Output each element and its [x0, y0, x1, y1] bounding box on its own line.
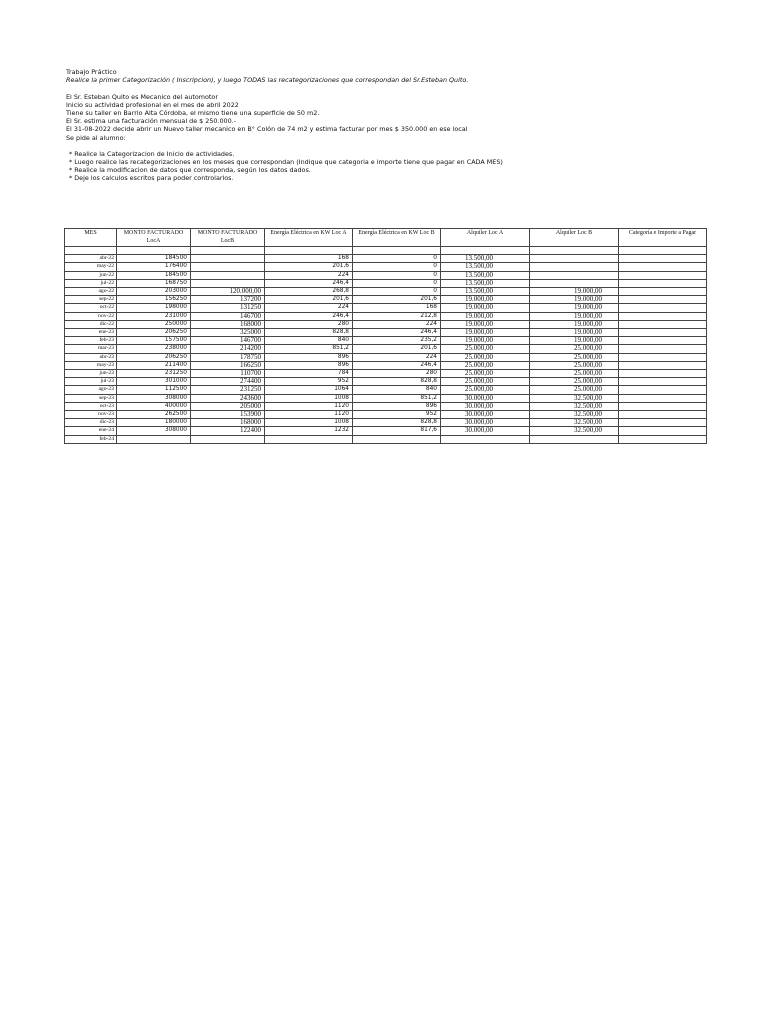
cell-alquiler-loca — [441, 279, 530, 287]
assignment-text — [66, 68, 706, 183]
cell-energia-locb: 246,4 — [353, 329, 441, 337]
cell-monto-loca: 112500 — [117, 386, 191, 394]
cell-mes: nov-23 — [65, 411, 117, 419]
cell-categoria — [619, 320, 707, 328]
cell-energia-loca: 1064 — [265, 386, 353, 394]
cell-monto-locb: 274400 — [191, 378, 265, 386]
table-row — [65, 312, 707, 320]
cell-alquiler-locb-value: 32.500,00 — [574, 426, 602, 435]
cell-alquiler-loca — [441, 427, 530, 435]
cell-categoria — [619, 411, 707, 419]
cell-energia-loca: 952 — [265, 378, 353, 386]
cell-alquiler-locb-value: 19.000,00 — [574, 320, 602, 328]
cell-monto-loca: 250000 — [117, 320, 191, 328]
cell-alquiler-locb — [530, 353, 619, 361]
cell-monto-locb — [191, 271, 265, 279]
cell-alquiler-loca — [441, 419, 530, 427]
cell-alquiler-locb — [530, 288, 619, 296]
cell-energia-loca — [265, 435, 353, 443]
cell-alquiler-locb — [530, 263, 619, 271]
cell-alquiler-locb — [530, 435, 619, 443]
paragraph-line: El Sr. Esteban Quito es Mecanico del automotor — [66, 92, 218, 101]
task-item: * Realice la modificacion de datos que corresponda, según los datos dados. — [69, 166, 311, 175]
cell-mes: feb-23 — [65, 337, 117, 345]
cell-energia-loca: 851,2 — [265, 345, 353, 353]
table-row — [65, 329, 707, 337]
cell-categoria — [619, 345, 707, 353]
cell-alquiler-locb — [530, 411, 619, 419]
header-alquiler-locb: Alquiler Loc B — [530, 229, 619, 247]
cell-alquiler-locb — [530, 419, 619, 427]
cell-energia-locb — [353, 435, 441, 443]
cell-mes: jun-23 — [65, 370, 117, 378]
cell-monto-loca: 206250 — [117, 329, 191, 337]
cell-monto-loca: 211400 — [117, 361, 191, 369]
cell-alquiler-loca — [441, 263, 530, 271]
cell-categoria — [619, 427, 707, 435]
cell-alquiler-locb — [530, 320, 619, 328]
cell-energia-locb: 0 — [353, 271, 441, 279]
cell-alquiler-locb-value: 32.500,00 — [574, 394, 602, 402]
cell-alquiler-loca-value: 13.500,00 — [465, 279, 493, 287]
cell-alquiler-loca — [441, 255, 530, 263]
cell-monto-locb: 178750 — [191, 353, 265, 361]
cell-alquiler-loca — [441, 296, 530, 304]
cell-alquiler-locb-value: 19.000,00 — [574, 328, 602, 337]
cell-monto-locb — [191, 435, 265, 443]
cell-mes: may-23 — [65, 361, 117, 369]
cell-categoria — [619, 304, 707, 312]
cell-energia-loca: 246,4 — [265, 312, 353, 320]
cell-alquiler-loca-value: 25.000,00 — [465, 369, 493, 378]
cell-energia-loca: 1232 — [265, 427, 353, 435]
cell-alquiler-locb — [530, 255, 619, 263]
cell-monto-locb — [191, 263, 265, 271]
cell-alquiler-locb — [530, 378, 619, 386]
cell-categoria — [619, 402, 707, 410]
cell-categoria — [619, 337, 707, 345]
task-item: * Realice la Categorizacion de Inicio de actividades. — [69, 149, 235, 158]
cell-alquiler-loca — [441, 271, 530, 279]
cell-alquiler-loca — [441, 320, 530, 328]
cell-monto-locb: 110700 — [191, 370, 265, 378]
cell-categoria — [619, 296, 707, 304]
cell-alquiler-locb — [530, 279, 619, 287]
cell-mes: ene-24 — [65, 427, 117, 435]
cell-alquiler-locb-value: 32.500,00 — [574, 418, 602, 427]
cell-energia-loca: 896 — [265, 361, 353, 369]
cell-alquiler-loca — [441, 288, 530, 296]
table-row — [65, 271, 707, 279]
header-categoria: Categoría e Importe a Pagar — [619, 229, 707, 247]
cell-alquiler-locb — [530, 427, 619, 435]
cell-mes: oct-23 — [65, 402, 117, 410]
cell-alquiler-locb — [530, 304, 619, 312]
table-row — [65, 386, 707, 394]
cell-categoria — [619, 435, 707, 443]
cell-monto-loca: 168750 — [117, 279, 191, 287]
table-row — [65, 353, 707, 361]
cell-alquiler-locb — [530, 296, 619, 304]
cell-alquiler-loca — [441, 312, 530, 320]
cell-alquiler-loca-value: 30.000,00 — [465, 402, 493, 410]
cell-alquiler-loca-value: 13.500,00 — [465, 254, 493, 263]
cell-mes: sep-23 — [65, 394, 117, 402]
cell-mes — [65, 247, 117, 255]
cell-energia-locb: 201,6 — [353, 296, 441, 304]
cell-alquiler-loca — [441, 411, 530, 419]
cell-monto-locb — [191, 255, 265, 263]
cell-alquiler-locb — [530, 271, 619, 279]
cell-categoria — [619, 312, 707, 320]
cell-monto-loca: 308000 — [117, 394, 191, 402]
cell-monto-loca: 400000 — [117, 402, 191, 410]
table-row — [65, 263, 707, 271]
cell-alquiler-loca-value: 13.500,00 — [465, 287, 493, 296]
cell-energia-locb: 246,4 — [353, 361, 441, 369]
cell-energia-locb: 280 — [353, 370, 441, 378]
table-row — [65, 370, 707, 378]
cell-categoria — [619, 279, 707, 287]
cell-alquiler-loca-value: 19.000,00 — [465, 320, 493, 328]
cell-monto-locb: 325000 — [191, 329, 265, 337]
cell-monto-loca: 238000 — [117, 345, 191, 353]
cell-alquiler-loca-value: 25.000,00 — [465, 353, 493, 361]
cell-alquiler-loca-value: 30.000,00 — [465, 394, 493, 402]
task-item: * Deje los calculos escritos para poder controlarlos. — [69, 174, 234, 183]
cell-mes: oct-22 — [65, 304, 117, 312]
cell-alquiler-loca-value: 19.000,00 — [465, 295, 493, 304]
table-row — [65, 402, 707, 410]
cell-alquiler-locb-value: 19.000,00 — [574, 312, 602, 320]
cell-mes: dic-22 — [65, 320, 117, 328]
header-energia-locb: Energía Eléctrica en KW Loc B — [353, 229, 441, 247]
cell-alquiler-loca-value: 13.500,00 — [465, 271, 493, 279]
cell-monto-locb: 122400 — [191, 427, 265, 435]
cell-categoria — [619, 329, 707, 337]
cell-alquiler-locb-value: 25.000,00 — [574, 377, 602, 386]
cell-alquiler-locb-value: 19.000,00 — [574, 287, 602, 296]
cell-monto-locb: 153900 — [191, 411, 265, 419]
cell-monto-loca: 156250 — [117, 296, 191, 304]
cell-energia-loca: 201,6 — [265, 263, 353, 271]
cell-alquiler-loca-value: 19.000,00 — [465, 312, 493, 320]
paragraph-line: Inicio su actividad profesional en el mes de abril 2022 — [66, 100, 239, 109]
cell-monto-locb: 168000 — [191, 320, 265, 328]
cell-alquiler-locb-value: 32.500,00 — [574, 402, 602, 410]
cell-alquiler-locb — [530, 312, 619, 320]
cell-alquiler-loca — [441, 402, 530, 410]
table-row — [65, 411, 707, 419]
table-row — [65, 320, 707, 328]
header-alquiler-loca: Alquiler Loc A — [441, 229, 530, 247]
cell-alquiler-locb-value: 25.000,00 — [574, 344, 602, 353]
header-monto-loca: MONTO FACTURADO LocA — [117, 229, 191, 247]
cell-monto-locb: 166250 — [191, 361, 265, 369]
cell-monto-locb: 120.000,00 — [191, 288, 265, 296]
cell-alquiler-loca — [441, 247, 530, 255]
cell-energia-locb: 224 — [353, 320, 441, 328]
cell-alquiler-locb — [530, 370, 619, 378]
cell-energia-locb: 0 — [353, 288, 441, 296]
cell-categoria — [619, 271, 707, 279]
table-header-row — [65, 229, 707, 247]
cell-energia-loca: 828,8 — [265, 329, 353, 337]
cell-energia-locb: 235,2 — [353, 337, 441, 345]
table-row — [65, 394, 707, 402]
table-row — [65, 427, 707, 435]
cell-energia-locb: 952 — [353, 411, 441, 419]
cell-alquiler-loca-value: 19.000,00 — [465, 336, 493, 345]
cell-energia-loca: 840 — [265, 337, 353, 345]
cell-alquiler-locb-value: 19.000,00 — [574, 336, 602, 345]
cell-monto-locb — [191, 247, 265, 255]
table-body — [65, 247, 707, 444]
cell-mes: ene-23 — [65, 329, 117, 337]
header-energia-loca: Energía Eléctrica en KW Loc A — [265, 229, 353, 247]
cell-mes: feb-24 — [65, 435, 117, 443]
table-row — [65, 337, 707, 345]
cell-categoria — [619, 247, 707, 255]
cell-monto-loca: 231250 — [117, 370, 191, 378]
cell-monto-locb: 243600 — [191, 394, 265, 402]
cell-mes: jun-22 — [65, 271, 117, 279]
cell-energia-loca: 784 — [265, 370, 353, 378]
cell-energia-loca: 268,8 — [265, 288, 353, 296]
cell-alquiler-loca — [441, 435, 530, 443]
table-row — [65, 304, 707, 312]
cell-alquiler-loca-value: 30.000,00 — [465, 418, 493, 427]
cell-alquiler-locb — [530, 345, 619, 353]
cell-alquiler-locb-value: 19.000,00 — [574, 295, 602, 304]
paragraph-line: El Sr. estima una facturación mensual de $ 250.000.- — [66, 117, 237, 126]
cell-monto-loca: 231000 — [117, 312, 191, 320]
cell-monto-locb: 131250 — [191, 304, 265, 312]
cell-alquiler-locb — [530, 329, 619, 337]
table-row — [65, 361, 707, 369]
cell-categoria — [619, 378, 707, 386]
paragraph-line: Se pide al alumno: — [66, 133, 126, 142]
cell-categoria — [619, 361, 707, 369]
cell-alquiler-locb-value: 32.500,00 — [574, 410, 602, 419]
cell-energia-locb: 840 — [353, 386, 441, 394]
cell-categoria — [619, 353, 707, 361]
table-row — [65, 296, 707, 304]
cell-alquiler-loca-value: 25.000,00 — [465, 344, 493, 353]
cell-monto-loca — [117, 435, 191, 443]
cell-monto-loca: 262500 — [117, 411, 191, 419]
cell-alquiler-loca-value: 25.000,00 — [465, 377, 493, 386]
cell-alquiler-loca-value: 30.000,00 — [465, 426, 493, 435]
cell-energia-loca: 224 — [265, 271, 353, 279]
cell-energia-loca: 201,6 — [265, 296, 353, 304]
cell-monto-loca: 206250 — [117, 353, 191, 361]
cell-alquiler-loca — [441, 304, 530, 312]
cell-energia-locb: 224 — [353, 353, 441, 361]
table-row — [65, 378, 707, 386]
cell-alquiler-locb — [530, 386, 619, 394]
cell-energia-locb: 851,2 — [353, 394, 441, 402]
cell-mes: abr-23 — [65, 353, 117, 361]
cell-energia-locb: 828,8 — [353, 419, 441, 427]
cell-energia-loca: 1120 — [265, 411, 353, 419]
cell-mes: may-22 — [65, 263, 117, 271]
table-row — [65, 288, 707, 296]
cell-energia-loca: 1008 — [265, 394, 353, 402]
cell-energia-locb: 0 — [353, 279, 441, 287]
paragraph-line: El 31-08-2022 decide abrir un Nuevo taller mecanico en B° Colón de 74 m2 y estima facturar por mes $ 350.000 en ese local — [66, 125, 468, 134]
cell-mes: mar-23 — [65, 345, 117, 353]
cell-monto-locb: 146700 — [191, 337, 265, 345]
cell-mes: dic-23 — [65, 419, 117, 427]
cell-mes: ago-23 — [65, 386, 117, 394]
header-monto-locb: MONTO FACTURADO LocB — [191, 229, 265, 247]
cell-monto-loca: 301000 — [117, 378, 191, 386]
cell-mes: jul-23 — [65, 378, 117, 386]
cell-monto-locb: 146700 — [191, 312, 265, 320]
cell-monto-locb — [191, 279, 265, 287]
cell-categoria — [619, 288, 707, 296]
cell-alquiler-locb-value: 19.000,00 — [574, 303, 602, 312]
cell-alquiler-loca — [441, 378, 530, 386]
cell-alquiler-loca — [441, 361, 530, 369]
cell-monto-locb: 231250 — [191, 386, 265, 394]
cell-energia-loca — [265, 247, 353, 255]
cell-alquiler-loca — [441, 386, 530, 394]
cell-alquiler-loca — [441, 329, 530, 337]
cell-monto-loca: 184500 — [117, 255, 191, 263]
cell-alquiler-loca-value: 25.000,00 — [465, 361, 493, 369]
table-row — [65, 345, 707, 353]
cell-energia-locb — [353, 247, 441, 255]
cell-monto-locb: 137200 — [191, 296, 265, 304]
cell-energia-locb: 896 — [353, 402, 441, 410]
cell-alquiler-locb-value: 25.000,00 — [574, 369, 602, 378]
cell-energia-locb: 212,8 — [353, 312, 441, 320]
cell-monto-loca: 176400 — [117, 263, 191, 271]
cell-energia-loca: 224 — [265, 304, 353, 312]
table-row — [65, 255, 707, 263]
cell-mes: sep-22 — [65, 296, 117, 304]
cell-alquiler-locb — [530, 394, 619, 402]
table-row — [65, 435, 707, 443]
cell-alquiler-locb-value: 25.000,00 — [574, 353, 602, 361]
cell-mes: ago-22 — [65, 288, 117, 296]
cell-monto-loca: 157500 — [117, 337, 191, 345]
table-row — [65, 419, 707, 427]
cell-monto-locb: 168000 — [191, 419, 265, 427]
cell-categoria — [619, 386, 707, 394]
cell-alquiler-loca-value: 13.500,00 — [465, 262, 493, 271]
task-item: * Luego realice las recategorizaciones en los meses que correspondan (Indique que categoria e importe tiene que pagar en CADA MES) — [69, 158, 503, 167]
cell-alquiler-loca-value: 19.000,00 — [465, 328, 493, 337]
cell-alquiler-locb — [530, 361, 619, 369]
cell-monto-loca: 203000 — [117, 288, 191, 296]
cell-categoria — [619, 419, 707, 427]
cell-energia-locb: 168 — [353, 304, 441, 312]
cell-energia-loca: 168 — [265, 255, 353, 263]
cell-monto-locb: 214200 — [191, 345, 265, 353]
cell-mes: jul-22 — [65, 279, 117, 287]
cell-monto-locb: 205000 — [191, 402, 265, 410]
cell-monto-loca: 198000 — [117, 304, 191, 312]
cell-energia-loca: 1008 — [265, 419, 353, 427]
paragraph-line: Tiene su taller en Barrio Alta Córdoba, el mismo tiene una superficie de 50 m2. — [66, 108, 320, 117]
cell-energia-locb: 0 — [353, 255, 441, 263]
cell-alquiler-loca — [441, 345, 530, 353]
cell-categoria — [619, 394, 707, 402]
cell-energia-locb: 201,6 — [353, 345, 441, 353]
document-title: Trabajo Práctico — [66, 68, 117, 76]
cell-monto-loca: 308000 — [117, 427, 191, 435]
cell-energia-locb: 0 — [353, 263, 441, 271]
cell-mes: nov-22 — [65, 312, 117, 320]
cell-alquiler-locb-value: 25.000,00 — [574, 385, 602, 394]
cell-alquiler-loca — [441, 370, 530, 378]
cell-alquiler-loca — [441, 353, 530, 361]
cell-monto-loca: 184500 — [117, 271, 191, 279]
cell-monto-loca: 180000 — [117, 419, 191, 427]
cell-alquiler-loca — [441, 337, 530, 345]
cell-categoria — [619, 263, 707, 271]
cell-alquiler-loca — [441, 394, 530, 402]
table-row — [65, 247, 707, 255]
cell-alquiler-locb — [530, 337, 619, 345]
cell-monto-loca — [117, 247, 191, 255]
billing-table — [64, 228, 707, 444]
cell-alquiler-locb — [530, 247, 619, 255]
cell-energia-loca: 1120 — [265, 402, 353, 410]
cell-energia-loca: 246,4 — [265, 279, 353, 287]
cell-alquiler-loca-value: 25.000,00 — [465, 385, 493, 394]
cell-mes: abr-22 — [65, 255, 117, 263]
cell-energia-locb: 828,8 — [353, 378, 441, 386]
table-row — [65, 279, 707, 287]
cell-alquiler-locb-value: 25.000,00 — [574, 361, 602, 369]
document-subtitle: Realice la primer Categorización ( Inscripcion), y luego TODAS las recategorizaciones que correspondan del Sr.Esteban Quito. — [66, 76, 469, 85]
cell-energia-loca: 896 — [265, 353, 353, 361]
cell-energia-locb: 817,6 — [353, 427, 441, 435]
cell-energia-loca: 280 — [265, 320, 353, 328]
cell-categoria — [619, 370, 707, 378]
cell-alquiler-loca-value: 19.000,00 — [465, 303, 493, 312]
cell-alquiler-loca-value: 30.000,00 — [465, 410, 493, 419]
cell-alquiler-locb — [530, 402, 619, 410]
header-mes: MES — [65, 229, 117, 247]
cell-categoria — [619, 255, 707, 263]
